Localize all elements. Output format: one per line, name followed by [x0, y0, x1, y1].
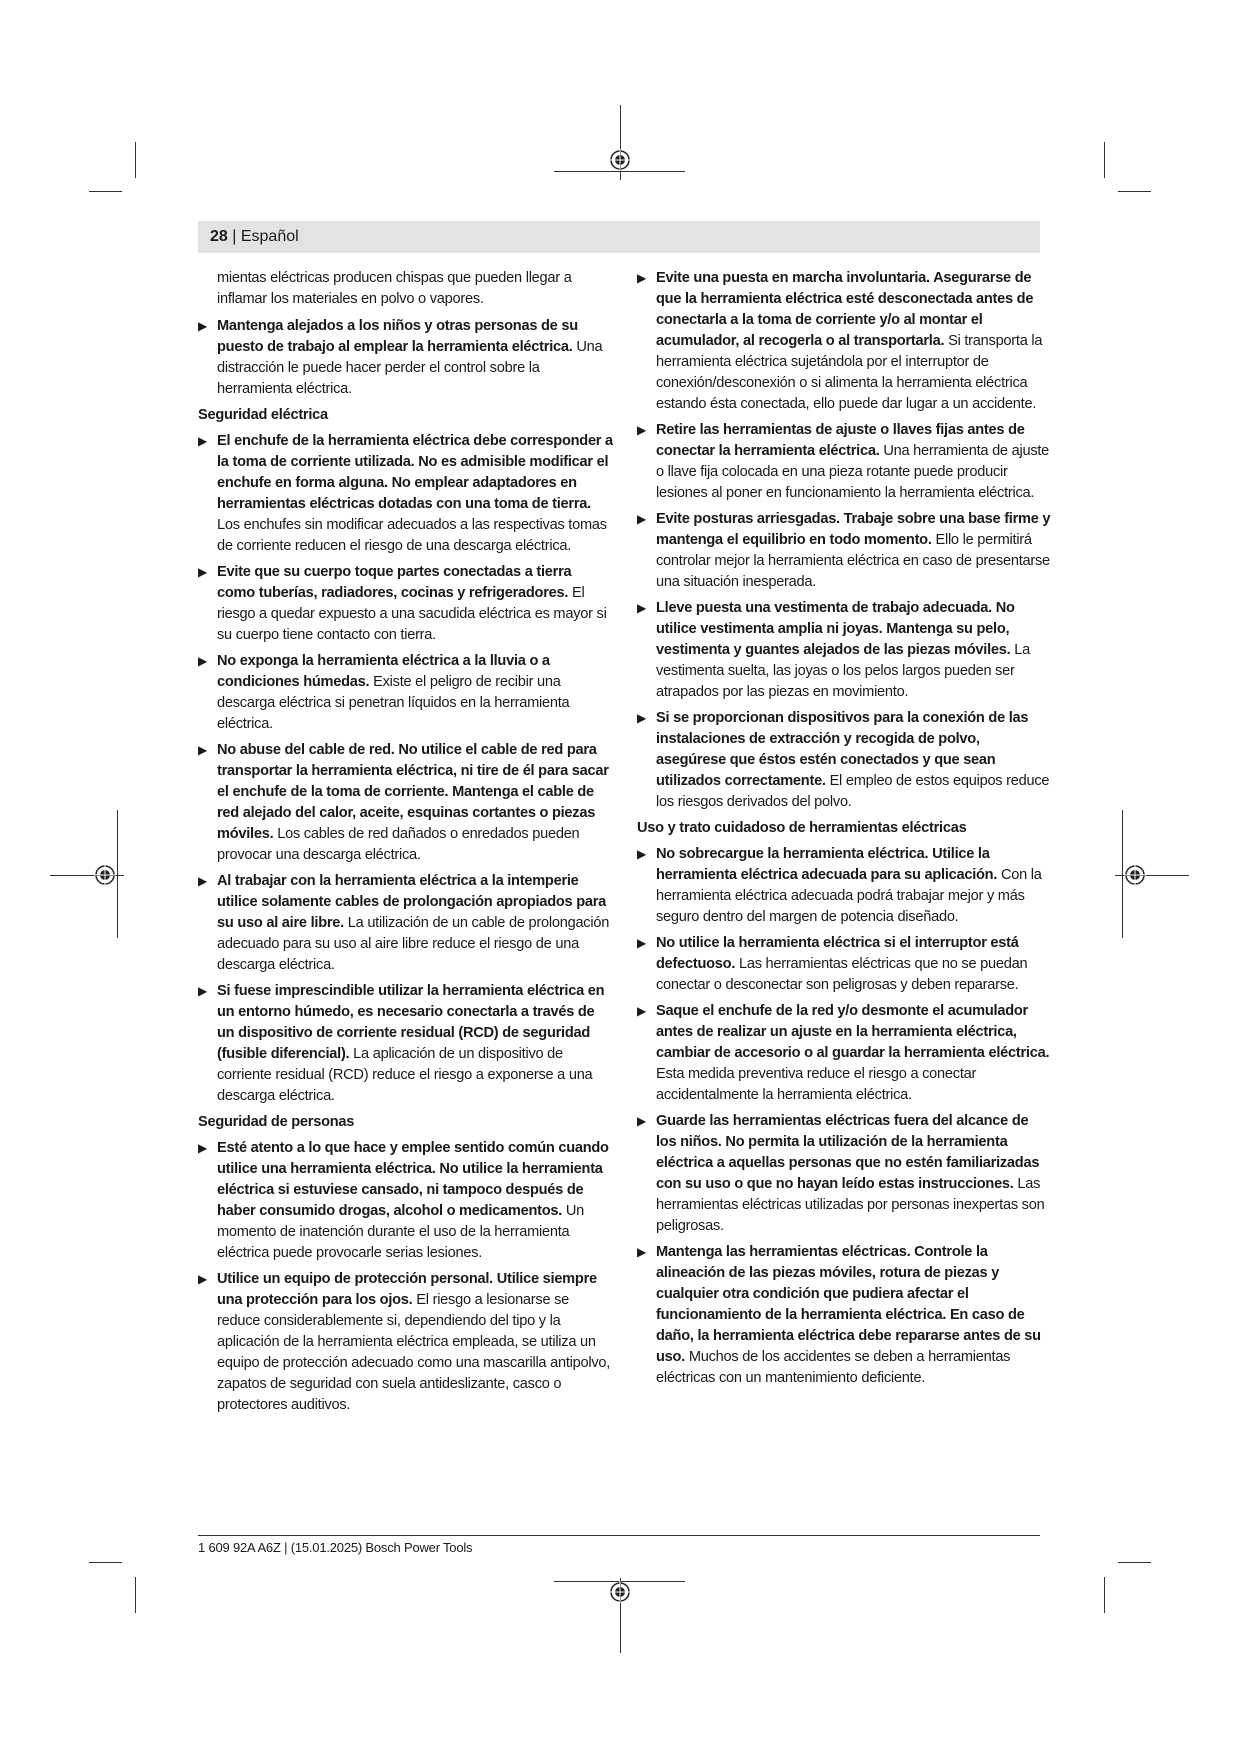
- reg-line-right-v: [1122, 810, 1123, 938]
- crop-mark-top-left-v: [135, 142, 136, 178]
- item-bold: Al trabajar con la herramienta eléctrica a la intemperie utilice solamente cables de prolongación apropiados para su uso al aire libre.: [217, 873, 607, 931]
- list-item: [637, 598, 1052, 703]
- bullet-arrow-icon: ▶: [198, 874, 207, 888]
- bullet-arrow-icon: ▶: [637, 711, 646, 725]
- item-text: Una distracción le puede hacer perder el control sobre la herramienta eléctrica.: [217, 339, 603, 397]
- item-text: Los enchufes sin modificar adecuados a las respectivas tomas de corriente reducen el riesgo de una descarga eléctrica.: [217, 517, 607, 554]
- page-number: 28: [210, 228, 228, 245]
- reg-line-left-v: [117, 810, 118, 938]
- list-item: [198, 431, 613, 557]
- item-text: Esta medida preventiva reduce el riesgo a conectar accidentalmente la herramienta eléctrica.: [656, 1066, 977, 1103]
- footer-divider: [198, 1535, 1040, 1536]
- continuation-text: mientas eléctricas producen chispas que pueden llegar a inflamar los materiales en polvo o vapores.: [217, 270, 572, 307]
- registration-mark-top-icon: [609, 149, 631, 171]
- registration-mark-right-icon: [1124, 864, 1146, 886]
- item-text: La utilización de un cable de prolongación adecuado para su uso al aire libre reduce el riesgo de una descarga eléctrica.: [217, 915, 610, 973]
- item-text: El riesgo a quedar expuesto a una sacudida eléctrica es mayor si su cuerpo tiene contacto con tierra.: [217, 585, 607, 643]
- item-text: La vestimenta suelta, las joyas o los pelos largos pueden ser atrapados por las piezas en movimiento.: [656, 642, 1030, 700]
- section-heading-personal-safety: Seguridad de personas: [198, 1114, 355, 1130]
- bullet-arrow-icon: ▶: [198, 565, 207, 579]
- item-bold: Esté atento a lo que hace y emplee sentido común cuando utilice una herramienta eléctrica. No utilice la herramienta eléctrica si estuviese cansado, ni tampoco después de haber consumido drogas, alcohol o medicamentos.: [217, 1140, 609, 1219]
- page-header: [198, 221, 1040, 253]
- bullet-arrow-icon: ▶: [637, 423, 646, 437]
- item-text: El empleo de estos equipos reduce los riesgos derivados del polvo.: [656, 773, 1050, 810]
- list-item: [637, 509, 1052, 593]
- item-text: Existe el peligro de recibir una descarga eléctrica si penetran líquidos en la herramienta eléctrica.: [217, 674, 570, 732]
- list-item: [637, 420, 1052, 504]
- item-text: Una herramienta de ajuste o llave fija colocada en una pieza rotante puede producir lesiones al poner en funcionamiento la herramienta eléctrica.: [656, 443, 1050, 501]
- list-item: [637, 933, 1052, 996]
- item-text: Los cables de red dañados o enredados pueden provocar una descarga eléctrica.: [217, 826, 580, 863]
- item-bold: No abuse del cable de red. No utilice el cable de red para transportar la herramienta eléctrica, ni tire de él para sacar el enchufe de la toma de corriente. Mantenga el cable de red alejado del calor, aceite, esquinas cortantes o piezas móviles.: [217, 742, 609, 842]
- item-bold: Mantenga alejados a los niños y otras personas de su puesto de trabajo al emplear la herramienta eléctrica.: [217, 318, 578, 355]
- list-item: [198, 740, 613, 866]
- item-bold: El enchufe de la herramienta eléctrica debe corresponder a la toma de corriente utilizada. No es admisible modificar el enchufe en forma alguna. No emplear adaptadores en herramientas eléctricas dotadas con una toma de tierra.: [217, 433, 613, 512]
- item-text: Con la herramienta eléctrica adecuada podrá trabajar mejor y más seguro dentro del margen de potencia diseñado.: [656, 867, 1042, 925]
- item-bold: Evite posturas arriesgadas. Trabaje sobre una base firme y mantenga el equilibrio en todo momento.: [656, 511, 1051, 548]
- header-text: 28 | Español: [210, 228, 299, 245]
- bullet-arrow-icon: ▶: [637, 847, 646, 861]
- item-bold: Retire las herramientas de ajuste o llaves fijas antes de conectar la herramienta eléctrica.: [656, 422, 1025, 459]
- item-bold: Saque el enchufe de la red y/o desmonte el acumulador antes de realizar un ajuste en la herramienta eléctrica, cambiar de accesorio o al guardar la herramienta eléctrica.: [656, 1003, 1050, 1061]
- item-text: Si transporta la herramienta eléctrica sujetándola por el interruptor de conexión/desconexión o si alimenta la herramienta eléctrica estando ésta conectada, ello puede dar lugar a un accidente.: [656, 333, 1043, 412]
- item-bold: Mantenga las herramientas eléctricas. Controle la alineación de las piezas móviles, rotura de piezas y cualquier otra condición que pudiera afectar el funcionamiento de la herramienta eléctrica. En caso de daño, la herramienta eléctrica debe repararse antes de su uso.: [656, 1244, 1041, 1365]
- bullet-arrow-icon: ▶: [637, 1245, 646, 1259]
- list-item: [637, 708, 1052, 813]
- item-text: Las herramientas eléctricas que no se puedan conectar o desconectar son peligrosas y deben repararse.: [656, 956, 1028, 993]
- bullet-arrow-icon: ▶: [637, 936, 646, 950]
- item-bold: No exponga la herramienta eléctrica a la lluvia o a condiciones húmedas.: [217, 653, 550, 690]
- item-bold: Evite que su cuerpo toque partes conectadas a tierra como tuberías, radiadores, cocinas y refrigeradores.: [217, 564, 572, 601]
- list-item: [198, 651, 613, 735]
- section-heading-tool-use: Uso y trato cuidadoso de herramientas eléctricas: [637, 820, 967, 836]
- list-item: [637, 1111, 1052, 1237]
- bullet-arrow-icon: ▶: [637, 271, 646, 285]
- list-item: [198, 316, 613, 400]
- crop-mark-bottom-right-v: [1104, 1577, 1105, 1613]
- crop-mark-bottom-left-v: [135, 1577, 136, 1613]
- bullet-arrow-icon: ▶: [637, 512, 646, 526]
- registration-mark-left-icon: [94, 864, 116, 886]
- item-bold: No utilice la herramienta eléctrica si el interruptor está defectuoso.: [656, 935, 1019, 972]
- item-bold: Lleve puesta una vestimenta de trabajo adecuada. No utilice vestimenta amplia ni joyas. Mantenga su pelo, vestimenta y guantes alejados de las piezas móviles.: [656, 600, 1015, 658]
- bullet-arrow-icon: ▶: [198, 1141, 207, 1155]
- bullet-arrow-icon: ▶: [198, 984, 207, 998]
- list-item: [198, 871, 613, 976]
- list-item: [637, 268, 1052, 415]
- item-bold: Evite una puesta en marcha involuntaria. Asegurarse de que la herramienta eléctrica esté desconectada antes de conectarla a la toma de corriente y/o al montar el acumulador, al recogerla o al transportarla.: [656, 270, 1034, 349]
- left-column: [198, 268, 613, 1421]
- bullet-arrow-icon: ▶: [637, 1004, 646, 1018]
- crop-mark-top-right-h: [1118, 191, 1151, 192]
- right-column: [637, 268, 1052, 1394]
- bullet-arrow-icon: ▶: [198, 434, 207, 448]
- crop-mark-bottom-left-h: [89, 1562, 122, 1563]
- section-heading-electric-safety: Seguridad eléctrica: [198, 407, 328, 423]
- list-item: [637, 1242, 1052, 1389]
- list-item: [198, 562, 613, 646]
- item-bold: Si se proporcionan dispositivos para la conexión de las instalaciones de extracción y recogida de polvo, asegúrese que éstos estén conectados y que sean utilizados correctamente.: [656, 710, 1029, 789]
- item-text: Un momento de inatención durante el uso de la herramienta eléctrica puede provocarle serias lesiones.: [217, 1203, 585, 1261]
- bullet-arrow-icon: ▶: [198, 319, 207, 333]
- item-text: El riesgo a lesionarse se reduce considerablemente si, dependiendo del tipo y la aplicación de la herramienta eléctrica empleada, se utiliza un equipo de protección adecuado como una mascarilla antipolvo, zapatos de seguridad con suela antideslizante, casco o protectores auditivos.: [217, 1292, 611, 1413]
- bullet-arrow-icon: ▶: [637, 1114, 646, 1128]
- crop-mark-top-left-h: [89, 191, 122, 192]
- bullet-arrow-icon: ▶: [198, 743, 207, 757]
- page-language: Español: [240, 228, 299, 245]
- item-text: Muchos de los accidentes se deben a herramientas eléctricas con un mantenimiento deficiente.: [656, 1349, 1011, 1386]
- bullet-arrow-icon: ▶: [637, 601, 646, 615]
- registration-mark-bottom-icon: [609, 1581, 631, 1603]
- item-bold: Utilice un equipo de protección personal. Utilice siempre una protección para los ojos.: [217, 1271, 597, 1308]
- bullet-arrow-icon: ▶: [198, 1272, 207, 1286]
- footer-text: 1 609 92A A6Z | (15.01.2025) Bosch Power Tools: [198, 1540, 473, 1555]
- item-text: Ello le permitirá controlar mejor la herramienta eléctrica en caso de presentarse una situación inesperada.: [656, 532, 1050, 590]
- item-text: La aplicación de un dispositivo de corriente residual (RCD) reduce el riesgo a exponerse a una descarga eléctrica.: [217, 1046, 593, 1104]
- crop-mark-top-right-v: [1104, 142, 1105, 178]
- list-item: [637, 1001, 1052, 1106]
- item-bold: No sobrecargue la herramienta eléctrica. Utilice la herramienta eléctrica adecuada para su aplicación.: [656, 846, 998, 883]
- reg-line-top-h: [554, 171, 685, 172]
- list-item: [637, 844, 1052, 928]
- list-item: [198, 1138, 613, 1264]
- item-bold: Si fuese imprescindible utilizar la herramienta eléctrica en un entorno húmedo, es necesario conectarla a través de un dispositivo de corriente residual (RCD) de seguridad (fusible diferencial).: [217, 983, 605, 1062]
- item-bold: Guarde las herramientas eléctricas fuera del alcance de los niños. No permita la utilización de la herramienta eléctrica a aquellas personas que no estén familiarizadas con su uso o que no hayan leído estas instrucciones.: [656, 1113, 1040, 1192]
- list-item: [198, 981, 613, 1107]
- crop-mark-bottom-right-h: [1118, 1562, 1151, 1563]
- bullet-arrow-icon: ▶: [198, 654, 207, 668]
- item-text: Las herramientas eléctricas utilizadas por personas inexpertas son peligrosas.: [656, 1176, 1045, 1234]
- list-item: [198, 1269, 613, 1416]
